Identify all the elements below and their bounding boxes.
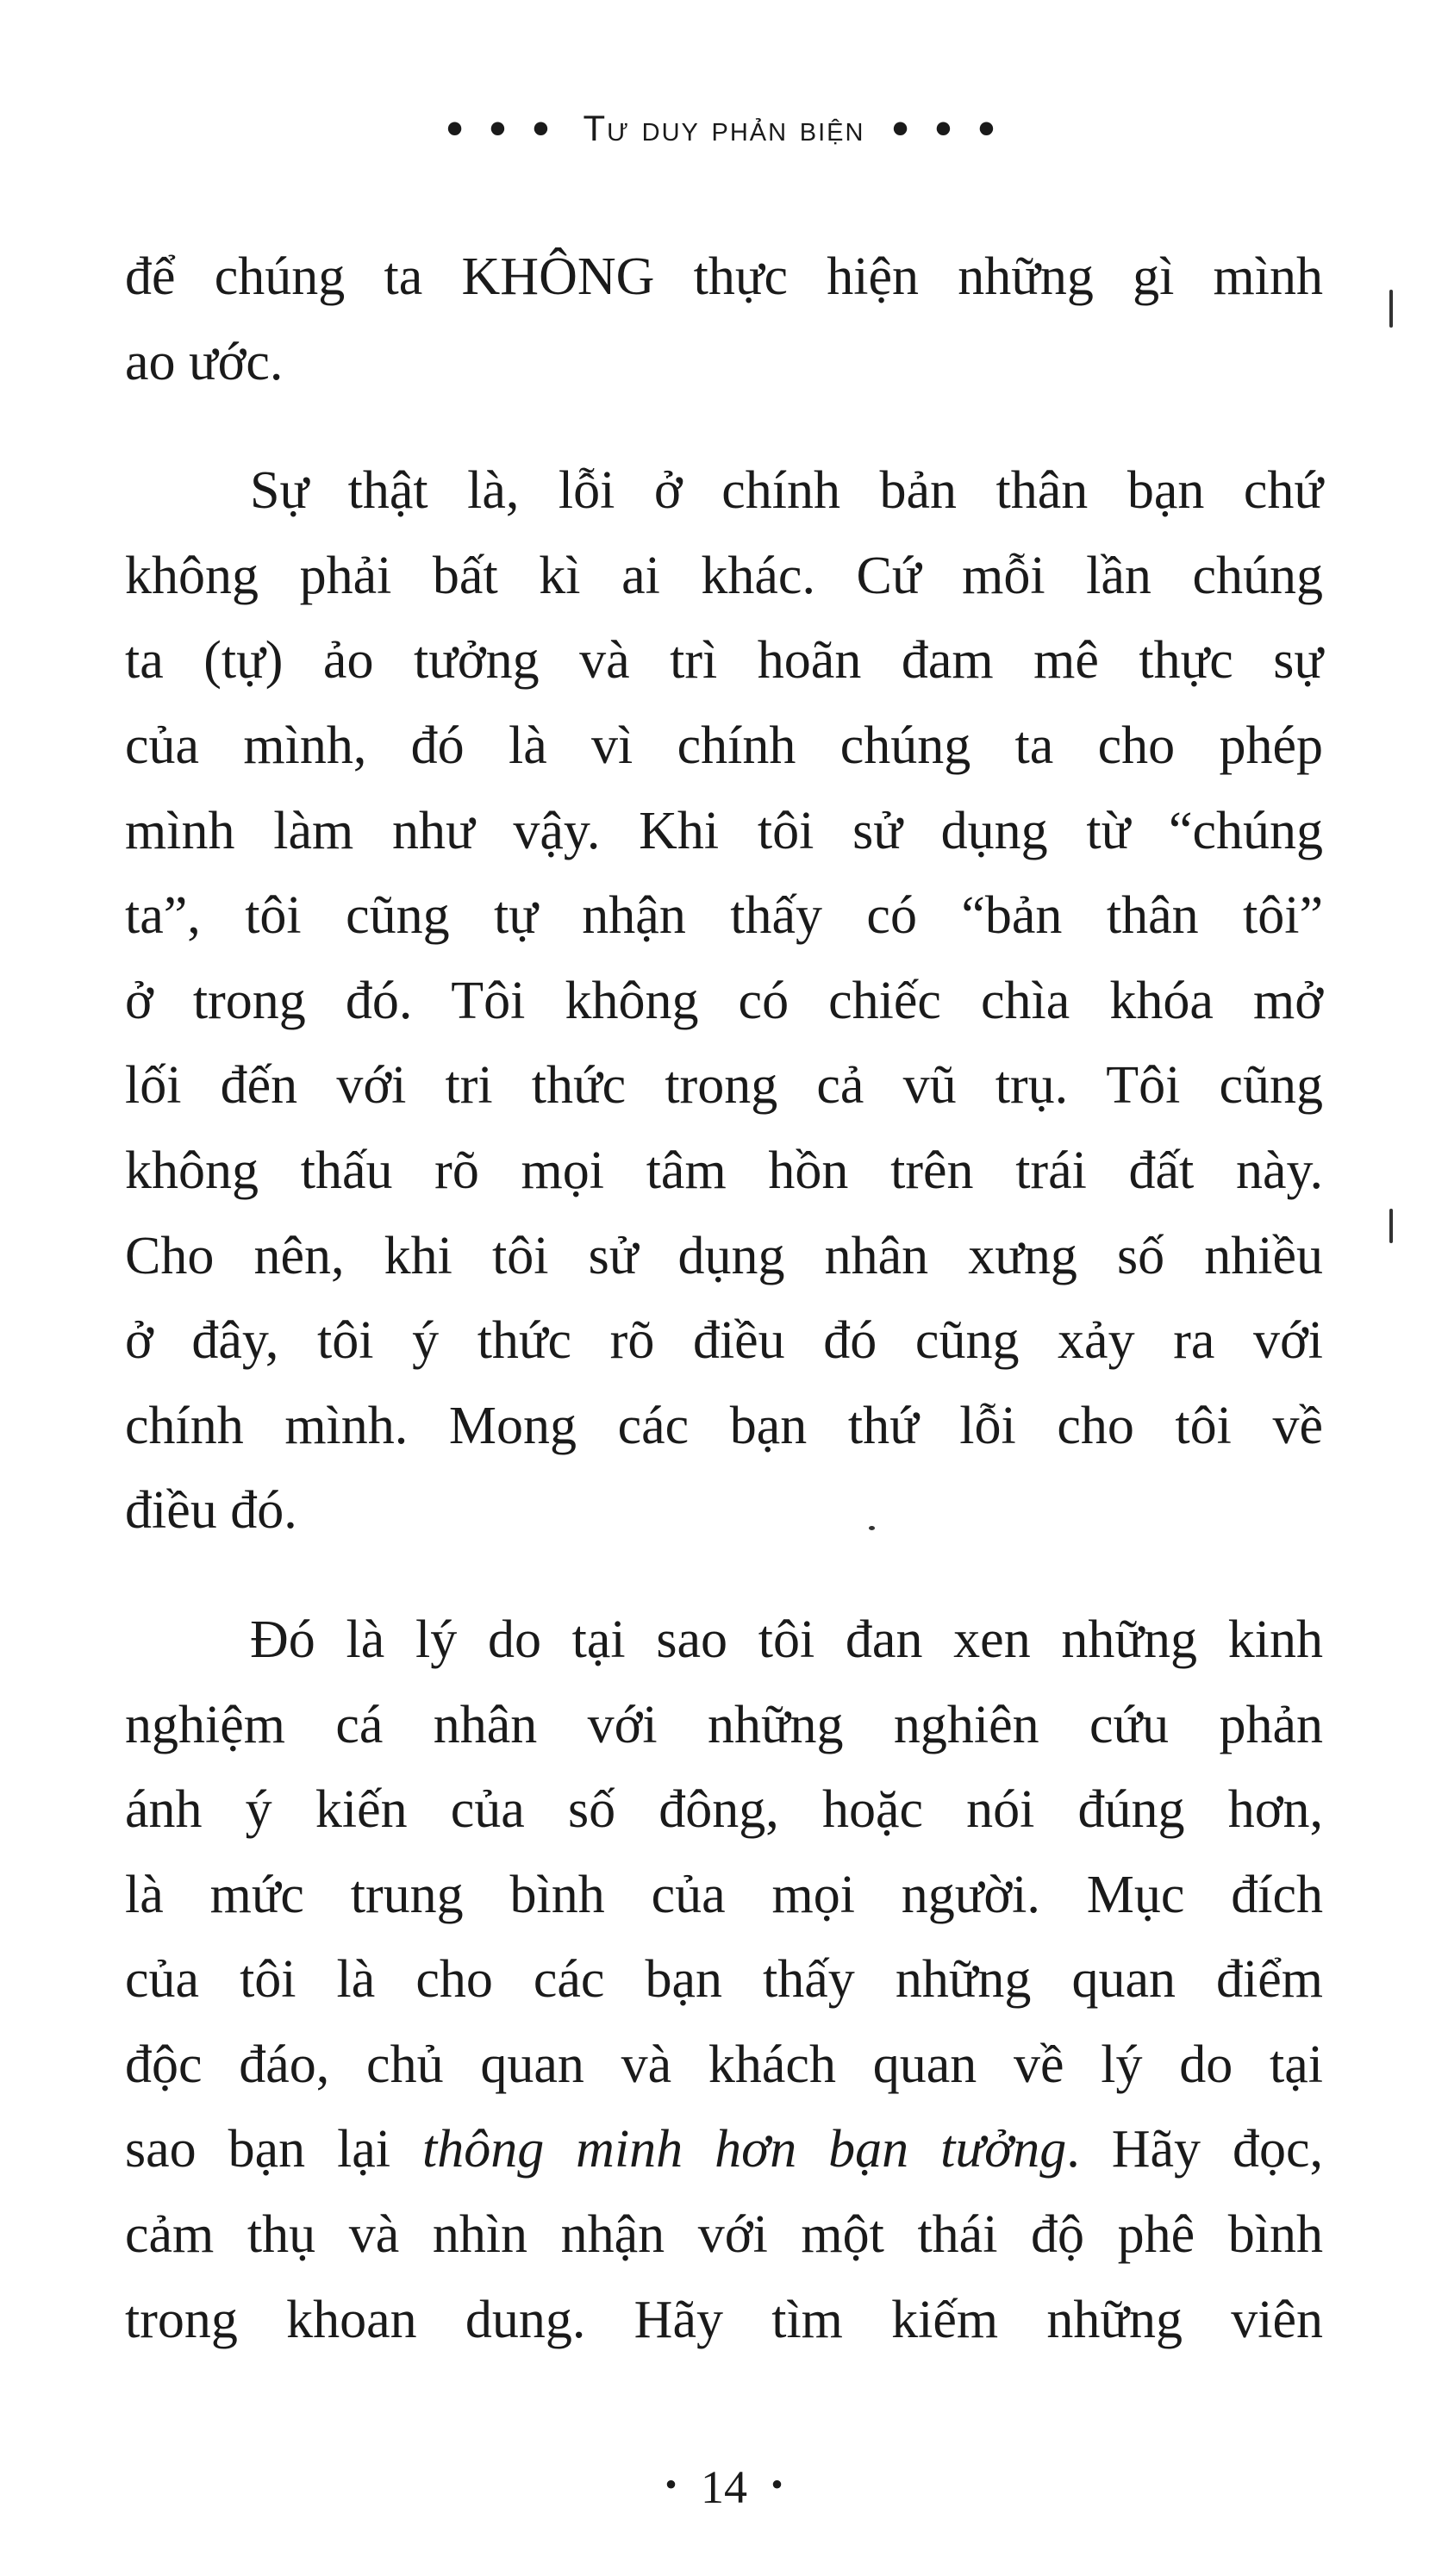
- text-line: Sự thật là, lỗi ở chính bản thân bạn chứ: [250, 461, 1323, 521]
- body-text: [125, 234, 1323, 2362]
- text-line: Cho nên, khi tôi sử dụng nhân xưng số nhiều: [125, 1226, 1323, 1285]
- text-line: độc đáo, chủ quan và khách quan về lý do tại: [125, 2035, 1323, 2094]
- footer-bullet-left: •: [665, 2465, 677, 2504]
- text-line: ở đây, tôi ý thức rõ điều đó cũng xảy ra với: [125, 1311, 1323, 1371]
- text-line: không phải bất kì ai khác. Cứ mỗi lần chúng: [125, 546, 1323, 605]
- text-line: của tôi là cho các bạn thấy những quan điểm: [125, 1950, 1323, 2010]
- text-line: ta (tự) ảo tưởng và trì hoãn đam mê thực sự: [125, 631, 1323, 691]
- text-run: . Hãy đọc,: [1066, 2120, 1323, 2179]
- book-title: Tư duy phản biện: [583, 108, 865, 148]
- text-line: cảm thụ và nhìn nhận với một thái độ phê bình: [125, 2205, 1323, 2265]
- book-title-italic: thông minh hơn bạn tưởng: [422, 2120, 1067, 2179]
- page-number-footer: [0, 2461, 1448, 2513]
- print-speck: [1389, 290, 1393, 328]
- text-line: ở trong đó. Tôi không có chiếc chìa khóa mở: [125, 971, 1323, 1030]
- paragraph-3: [125, 1597, 1323, 2362]
- paragraph-gap: [125, 1554, 1323, 1597]
- text-line: lối đến với tri thức trong cả vũ trụ. Tôi cũng: [125, 1056, 1323, 1116]
- paragraph-gap: [125, 404, 1323, 448]
- print-speck: [1389, 1209, 1393, 1243]
- paragraph-2: [125, 448, 1323, 1554]
- header-dots-right: • • •: [892, 103, 1002, 154]
- text-line: là mức trung bình của mọi người. Mục đích: [125, 1865, 1323, 1924]
- text-line: không thấu rõ mọi tâm hồn trên trái đất này.: [125, 1141, 1323, 1200]
- running-header: [0, 105, 1448, 152]
- text-run: sao bạn lại: [125, 2120, 422, 2179]
- text-line-with-italic: [125, 2107, 1323, 2192]
- text-line: chính mình. Mong các bạn thứ lỗi cho tôi về: [125, 1396, 1323, 1455]
- text-line: nghiệm cá nhân với những nghiên cứu phản: [125, 1695, 1323, 1754]
- text-line: ánh ý kiến của số đông, hoặc nói đúng hơn,: [125, 1780, 1323, 1840]
- text-line: ta”, tôi cũng tự nhận thấy có “bản thân tôi”: [125, 886, 1323, 946]
- page-number: 14: [701, 2461, 747, 2513]
- text-line: của mình, đó là vì chính chúng ta cho phép: [125, 716, 1323, 775]
- paragraph-1: [125, 234, 1323, 404]
- header-dots-left: • • •: [446, 103, 556, 154]
- text-line: mình làm như vậy. Khi tôi sử dụng từ “chúng: [125, 801, 1323, 860]
- text-line: ao ước.: [125, 332, 284, 391]
- text-line: điều đó.: [125, 1481, 297, 1541]
- print-speck: [869, 1526, 875, 1530]
- text-line: Đó là lý do tại sao tôi đan xen những kinh: [250, 1610, 1323, 1669]
- text-line: để chúng ta KHÔNG thực hiện những gì mình: [125, 247, 1323, 306]
- footer-bullet-right: •: [771, 2465, 783, 2504]
- text-line: trong khoan dung. Hãy tìm kiếm những viên: [125, 2290, 1323, 2349]
